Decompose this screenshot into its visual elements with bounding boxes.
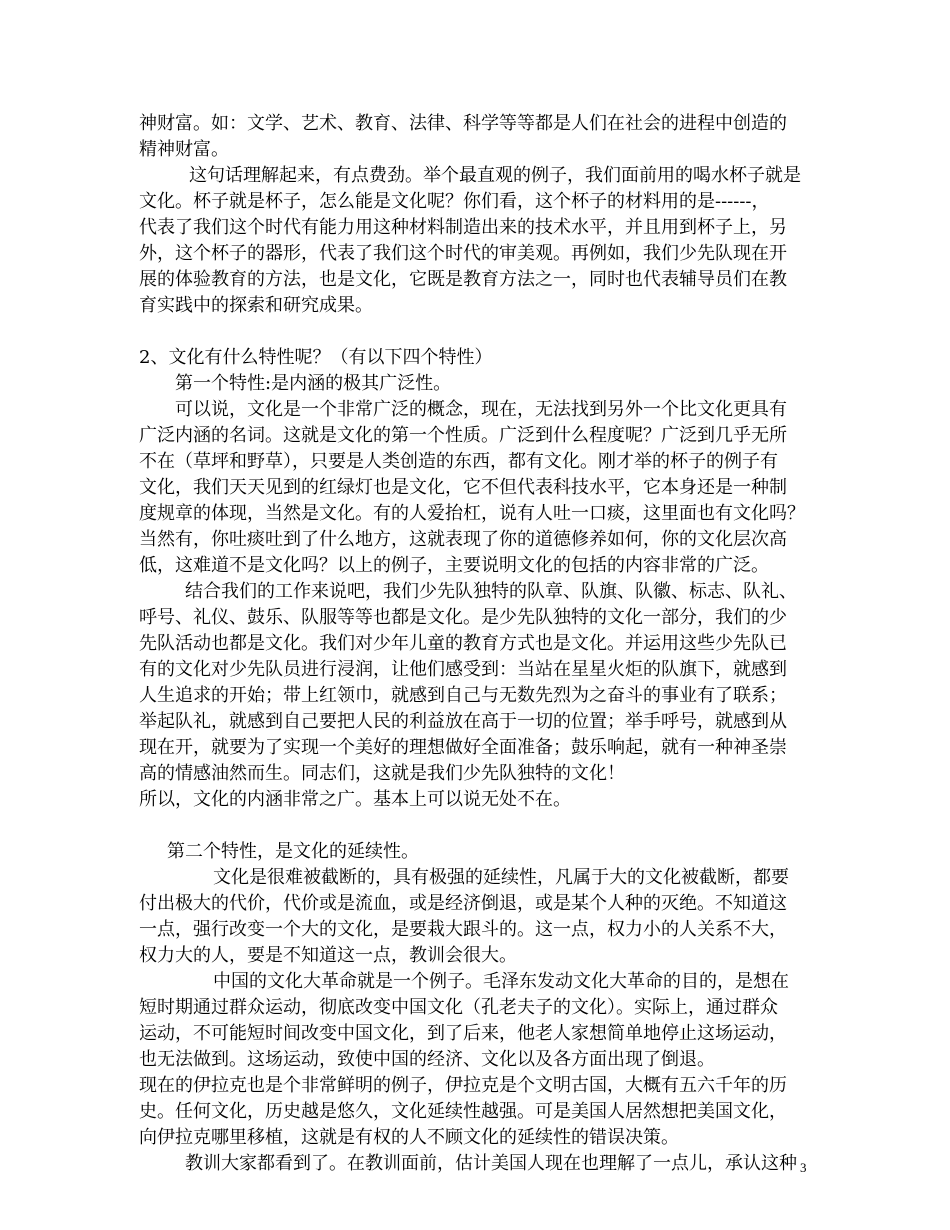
- text-line: 也无法做到。这场运动，致使中国的经济、文化以及各方面出现了倒退。: [139, 1049, 715, 1070]
- text-line: 文化，我们天天见到的红绿灯也是文化，它不但代表科技水平，它本身还是一种制: [139, 477, 787, 498]
- text-line: 现在开，就要为了实现一个美好的理想做好全面准备；鼓乐响起，就有一种神圣崇: [139, 737, 787, 758]
- text-line: 广泛内涵的名词。这就是文化的第一个性质。广泛到什么程度呢？广泛到几乎无所: [139, 425, 787, 446]
- section-heading: 第二个特性，是文化的延续性。: [167, 841, 419, 862]
- text-line: 一点，强行改变一个大的文化，是要栽大跟斗的。这一点，权力小的人关系不大，: [139, 919, 787, 940]
- section-heading: 2、文化有什么特性呢？（有以下四个特性）: [139, 347, 493, 368]
- text-line: 度规章的体现，当然是文化。有的人爱抬杠，说有人吐一口痰，这里面也有文化吗？: [139, 503, 805, 524]
- text-line: 现在的伊拉克也是个非常鲜明的例子，伊拉克是个文明古国，大概有五六千年的历: [139, 1075, 787, 1096]
- text-line: 举起队礼，就感到自己要把人民的利益放在高于一切的位置；举手呼号，就感到从: [139, 711, 787, 732]
- text-line: 展的体验教育的方法，也是文化，它既是教育方法之一，同时也代表辅导员们在教: [139, 269, 787, 290]
- text-line: 短时期通过群众运动，彻底改变中国文化（孔老夫子的文化）。实际上，通过群众: [139, 997, 778, 1018]
- text-line: 呼号、礼仪、鼓乐、队服等等也都是文化。是少先队独特的文化一部分，我们的少: [139, 607, 787, 628]
- text-line: 当然有，你吐痰吐到了什么地方，这就表现了你的道德修养如何，你的文化层次高: [139, 529, 787, 550]
- text-line: 外，这个杯子的器形，代表了我们这个时代的审美观。再例如，我们少先队现在开: [139, 243, 787, 264]
- page-number: 3: [800, 1160, 807, 1175]
- text-line: 第一个特性:是内涵的极其广泛性。: [175, 373, 452, 394]
- text-line: 文化。杯子就是杯子，怎么能是文化呢？你们看，这个杯子的材料用的是------，: [139, 191, 770, 212]
- text-line: 文化是很难被截断的，具有极强的延续性，凡属于大的文化被截断，都要: [213, 867, 789, 888]
- text-line: 结合我们的工作来说吧，我们少先队独特的队章、队旗、队徽、标志、队礼、: [185, 581, 797, 602]
- text-line: 史。任何文化，历史越是悠久，文化延续性越强。可是美国人居然想把美国文化，: [139, 1101, 787, 1122]
- text-line: 育实践中的探索和研究成果。: [139, 295, 373, 316]
- text-line: 付出极大的代价，代价或是流血，或是经济倒退，或是某个人种的灭绝。不知道这: [139, 893, 787, 914]
- text-line: 这句话理解起来，有点费劲。举个最直观的例子，我们面前用的喝水杯子就是: [189, 165, 801, 186]
- text-line: 有的文化对少先队员进行浸润，让他们感受到：当站在星星火炬的队旗下，就感到: [139, 659, 787, 680]
- text-line: 运动，不可能短时间改变中国文化，到了后来，他老人家想简单地停止这场运动，: [139, 1023, 787, 1044]
- text-line: 神财富。如：文学、艺术、教育、法律、科学等等都是人们在社会的进程中创造的: [139, 113, 787, 134]
- text-line: 中国的文化大革命就是一个例子。毛泽东发动文化大革命的目的，是想在: [213, 971, 789, 992]
- text-line: 精神财富。: [139, 139, 229, 160]
- text-line: 向伊拉克哪里移植，这就是有权的人不顾文化的延续性的错误决策。: [139, 1127, 679, 1148]
- text-line: 先队活动也都是文化。我们对少年儿童的教育方式也是文化。并运用这些少先队已: [139, 633, 787, 654]
- text-line: 教训大家都看到了。在教训面前，估计美国人现在也理解了一点儿，承认这种: [185, 1153, 797, 1174]
- text-line: 不在（草坪和野草），只要是人类创造的东西，都有文化。刚才举的杯子的例子有: [139, 451, 778, 472]
- text-line: 代表了我们这个时代有能力用这种材料制造出来的技术水平，并且用到杯子上，另: [139, 217, 787, 238]
- text-line: 人生追求的开始；带上红领巾，就感到自己与无数先烈为之奋斗的事业有了联系；: [139, 685, 787, 706]
- text-line: 所以，文化的内涵非常之广。基本上可以说无处不在。: [139, 789, 571, 810]
- text-line: 可以说，文化是一个非常广泛的概念，现在，无法找到另外一个比文化更具有: [175, 399, 787, 420]
- text-line: 权力大的人，要是不知道这一点，教训会很大。: [139, 945, 517, 966]
- text-line: 高的情感油然而生。同志们，这就是我们少先队独特的文化！: [139, 763, 625, 784]
- text-line: 低，这难道不是文化吗？以上的例子，主要说明文化的包括的内容非常的广泛。: [139, 555, 769, 576]
